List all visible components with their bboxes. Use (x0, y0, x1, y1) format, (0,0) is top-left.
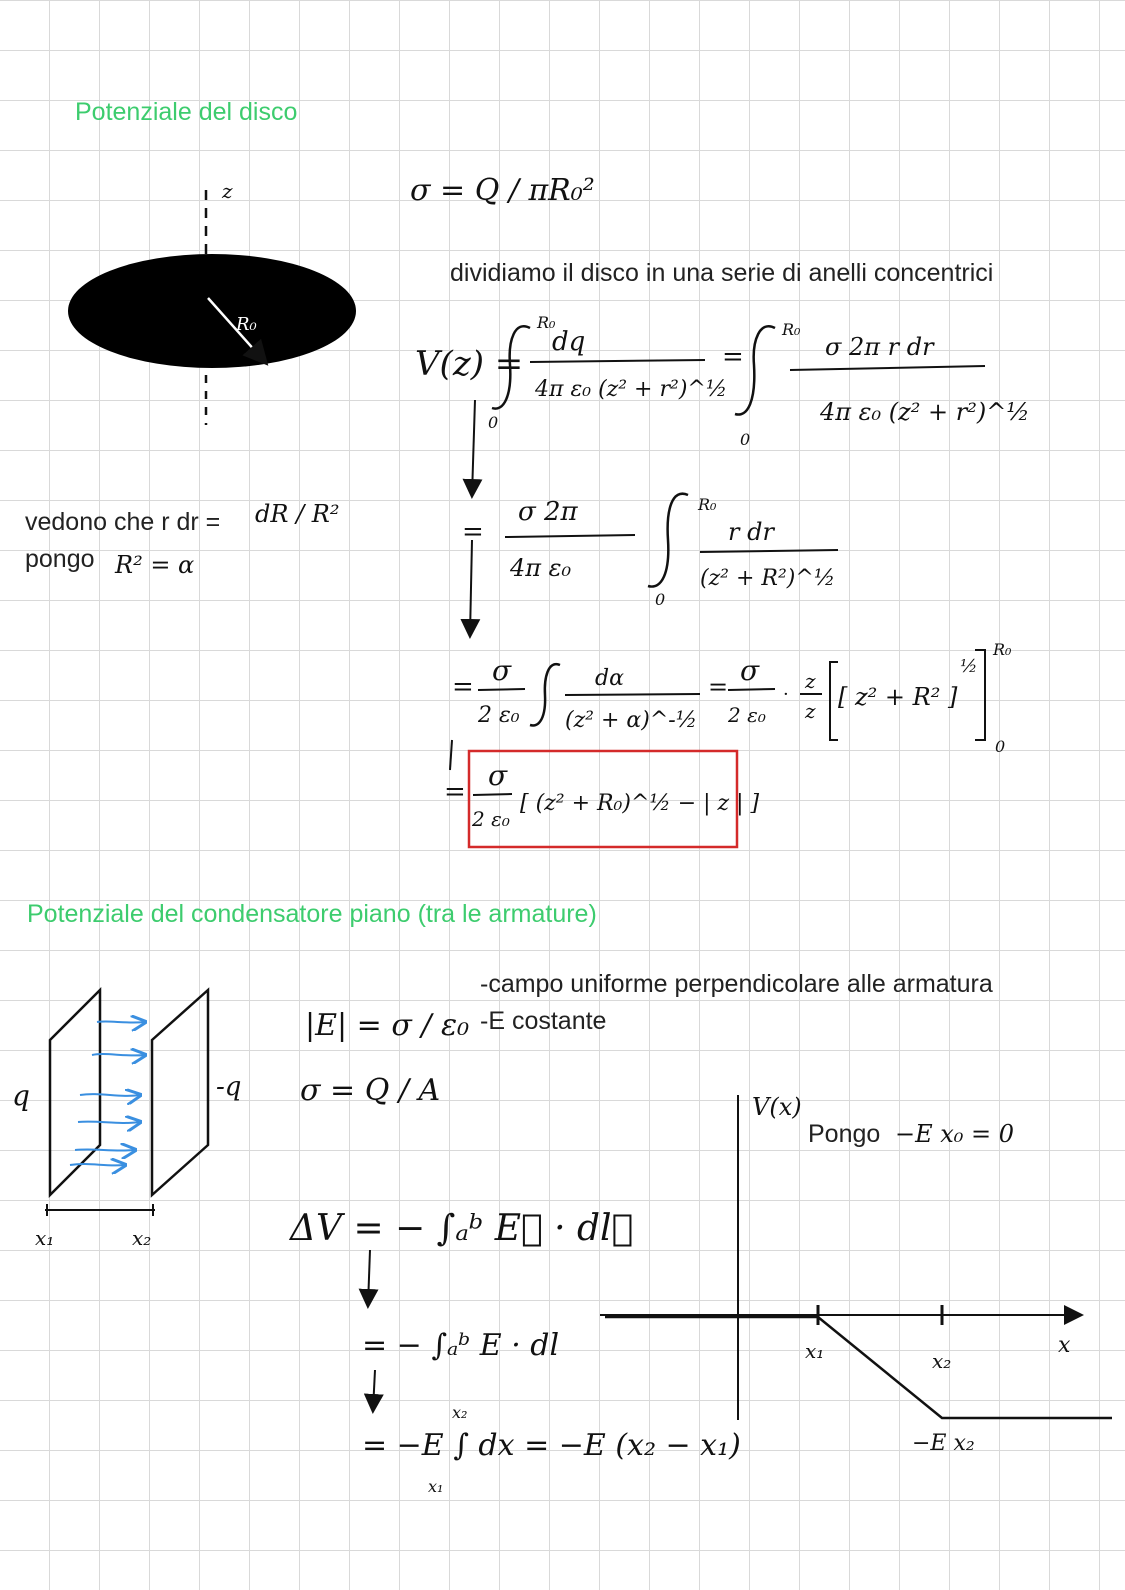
note-substitution: R² = α (115, 551, 195, 579)
svg-text:[ (z² + R₀)^½ − | z | ]: [ (z² + R₀)^½ − | z | ] (520, 791, 760, 816)
svg-text:=: = (444, 777, 466, 807)
svg-text:4π ε₀ (z² + r²)^½: 4π ε₀ (z² + r²)^½ (820, 398, 1030, 426)
delta-v-derivation (288, 1208, 741, 1496)
svg-text:4π ε₀ (z² + r²)^½: 4π ε₀ (z² + r²)^½ (535, 377, 728, 402)
svg-text:σ: σ (492, 654, 512, 687)
equation-1 (415, 313, 1030, 449)
intro-text: dividiamo il disco in una serie di anelli concentrici (450, 259, 994, 287)
bullet-constant-e: -E costante (480, 1007, 607, 1035)
equation-3 (452, 640, 1012, 756)
graph-x1-label: x₁ (805, 1339, 825, 1363)
svg-text:= −E ∫ dx = −E (x₂ − x₁): = −E ∫ dx = −E (x₂ − x₁) (362, 1428, 741, 1463)
svg-text:σ 2π r dr: σ 2π r dr (825, 333, 934, 361)
svg-text:R₀: R₀ (537, 313, 556, 332)
e-magnitude-formula: |E| = σ / ε₀ (305, 1008, 470, 1043)
capacitor-figure (12, 990, 241, 1250)
svg-text:4π ε₀: 4π ε₀ (510, 554, 572, 582)
result-equation (444, 740, 760, 847)
section-heading-capacitor: Potenziale del condensatore piano (tra le armature) (27, 900, 597, 928)
note-fraction: dR / R² (255, 500, 340, 528)
svg-text:0: 0 (995, 737, 1006, 756)
svg-text:2 ε₀: 2 ε₀ (472, 807, 510, 831)
z-axis-label: z (222, 179, 233, 203)
x2-label: x₂ (132, 1226, 152, 1250)
graph-note-hand: −E x₀ = 0 (895, 1120, 1015, 1148)
svg-text:x₁: x₁ (428, 1477, 444, 1496)
svg-text:=: = (708, 673, 729, 701)
svg-text:0: 0 (655, 590, 666, 609)
graph-min-value: −E x₂ (912, 1431, 975, 1456)
field-lines (70, 1021, 145, 1165)
svg-text:σ 2π: σ 2π (518, 497, 578, 527)
section-heading-disk: Potenziale del disco (75, 98, 298, 126)
svg-text:2 ε₀: 2 ε₀ (728, 703, 766, 727)
svg-text:(z² + R²)^½: (z² + R²)^½ (700, 566, 836, 591)
svg-text:z: z (805, 669, 816, 693)
svg-text:V(z) =: V(z) = (415, 344, 524, 384)
svg-text:R₀: R₀ (993, 640, 1012, 659)
svg-text:·: · (783, 684, 789, 705)
svg-text:0: 0 (740, 430, 751, 449)
svg-text:½: ½ (960, 656, 978, 677)
svg-text:σ: σ (740, 654, 760, 687)
sigma-definition-disk: σ = Q / πR₀² (410, 173, 595, 208)
svg-text:x₂: x₂ (452, 1403, 468, 1422)
svg-text:=: = (452, 672, 474, 702)
svg-text:R₀: R₀ (782, 320, 801, 339)
potential-curve (605, 1317, 1112, 1418)
potential-graph (600, 1093, 1112, 1456)
plate-right (152, 990, 208, 1195)
equation-2 (462, 494, 838, 609)
sigma-definition-capacitor: σ = Q / A (300, 1073, 441, 1108)
svg-text:σ: σ (488, 759, 508, 792)
svg-text:dα: dα (595, 666, 624, 691)
svg-text:2 ε₀: 2 ε₀ (478, 703, 520, 728)
svg-text:r dr: r dr (728, 518, 774, 546)
note-line2: pongo (25, 545, 95, 573)
note-line1: vedono che r dr = (25, 508, 221, 536)
svg-text:=: = (722, 342, 744, 372)
svg-text:ΔV = − ∫ₐᵇ E⃗ · dl⃗: ΔV = − ∫ₐᵇ E⃗ · dl⃗ (290, 1208, 634, 1249)
radius-label: R₀ (236, 314, 257, 335)
graph-x2-label: x₂ (932, 1349, 952, 1373)
graph-note: Pongo (808, 1120, 881, 1148)
svg-text:dq: dq (552, 327, 586, 357)
disk-figure (68, 179, 356, 425)
charge-negative: -q (216, 1072, 242, 1102)
svg-text:0: 0 (488, 413, 499, 432)
disk-shape (68, 254, 356, 368)
svg-text:R₀: R₀ (698, 495, 717, 514)
graph-x-label: x (1058, 1333, 1071, 1358)
bullet-uniform-field: -campo uniforme perpendicolare alle armatura (480, 970, 993, 998)
graph-y-label: V(x) (752, 1093, 802, 1121)
charge-positive: q (12, 1079, 30, 1112)
svg-text:=: = (462, 517, 484, 547)
svg-text:[ z² + R² ]: [ z² + R² ] (838, 683, 958, 711)
x1-label: x₁ (35, 1226, 55, 1250)
svg-text:= − ∫ₐᵇ E · dl: = − ∫ₐᵇ E · dl (362, 1328, 560, 1363)
svg-text:z: z (805, 699, 816, 723)
svg-text:(z² + α)^-½: (z² + α)^-½ (565, 708, 698, 733)
